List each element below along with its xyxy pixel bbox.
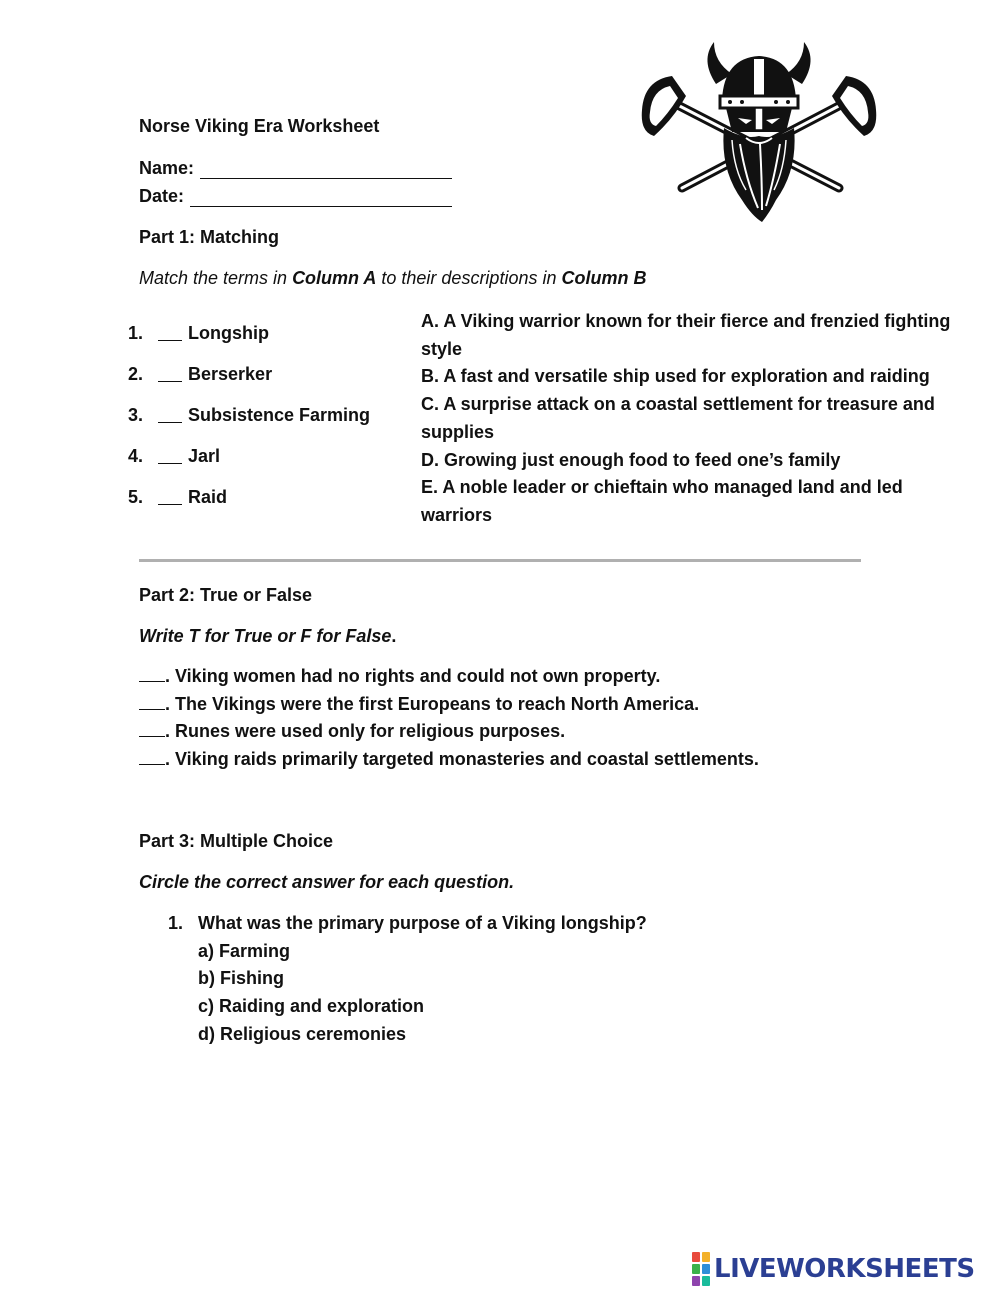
term-row-3: 3. Subsistence Farming xyxy=(128,405,371,425)
true-false-list xyxy=(139,663,759,774)
column-b-descriptions xyxy=(421,308,951,530)
part3-instruction: Circle the correct answer for each question. xyxy=(139,872,515,892)
date-input-line[interactable] xyxy=(190,188,452,207)
answer-blank[interactable] xyxy=(158,490,182,505)
answer-blank[interactable] xyxy=(139,722,165,737)
tf-statement-2: . The Vikings were the first Europeans to reach North America. xyxy=(139,691,759,719)
tf-statement-3: . Runes were used only for religious purposes. xyxy=(139,718,759,746)
description-a: A. A Viking warrior known for their fierce and frenzied fighting style xyxy=(421,311,951,359)
term-row-5: 5. Raid xyxy=(128,487,228,507)
part2-heading: Part 2: True or False xyxy=(139,585,313,605)
part2-instruction: Write T for True or F for False. xyxy=(139,626,397,646)
liveworksheets-logo xyxy=(692,1252,975,1286)
description-e: E. A noble leader or chieftain who managed land and led warriors xyxy=(421,477,903,525)
answer-blank[interactable] xyxy=(139,695,165,710)
answer-blank[interactable] xyxy=(139,667,165,682)
name-label: Name: xyxy=(139,158,195,178)
answer-blank[interactable] xyxy=(158,367,182,382)
tf-statement-1: . Viking women had no rights and could not own property. xyxy=(139,663,759,691)
date-label: Date: xyxy=(139,186,185,206)
answer-blank[interactable] xyxy=(158,326,182,341)
date-field xyxy=(139,186,452,207)
viking-helmet-axes-icon xyxy=(634,40,884,225)
question-1: 1. What was the primary purpose of a Viking longship? xyxy=(168,913,647,933)
liveworksheets-text: LIVEWORKSHEETS xyxy=(714,1254,975,1284)
part3-heading: Part 3: Multiple Choice xyxy=(139,831,334,851)
liveworksheets-mark-icon xyxy=(692,1252,710,1286)
name-field xyxy=(139,158,452,179)
worksheet-title: Norse Viking Era Worksheet xyxy=(139,116,380,136)
option-b[interactable]: b) Fishing xyxy=(198,968,284,989)
description-c: C. A surprise attack on a coastal settlement for treasure and supplies xyxy=(421,394,935,442)
tf-statement-4: . Viking raids primarily targeted monasteries and coastal settlements. xyxy=(139,746,759,774)
option-c[interactable]: c) Raiding and exploration xyxy=(198,996,425,1017)
term-row-2: 2. Berserker xyxy=(128,364,273,384)
part1-instruction: Match the terms in Column A to their descriptions in Column B xyxy=(139,268,647,288)
answer-blank[interactable] xyxy=(158,408,182,423)
description-b: B. A fast and versatile ship used for exploration and raiding xyxy=(421,366,930,387)
term-row-4: 4. Jarl xyxy=(128,446,221,466)
option-a[interactable]: a) Farming xyxy=(198,940,291,961)
description-d: D. Growing just enough food to feed one’s family xyxy=(421,449,841,470)
column-a-terms xyxy=(128,313,398,518)
section-divider xyxy=(139,559,861,562)
name-input-line[interactable] xyxy=(200,160,452,179)
answer-blank[interactable] xyxy=(139,750,165,765)
answer-blank[interactable] xyxy=(158,449,182,464)
part1-heading: Part 1: Matching xyxy=(139,227,280,247)
option-d[interactable]: d) Religious ceremonies xyxy=(198,1023,407,1044)
term-row-1: 1. Longship xyxy=(128,323,269,343)
multiple-choice-list xyxy=(168,910,647,1049)
